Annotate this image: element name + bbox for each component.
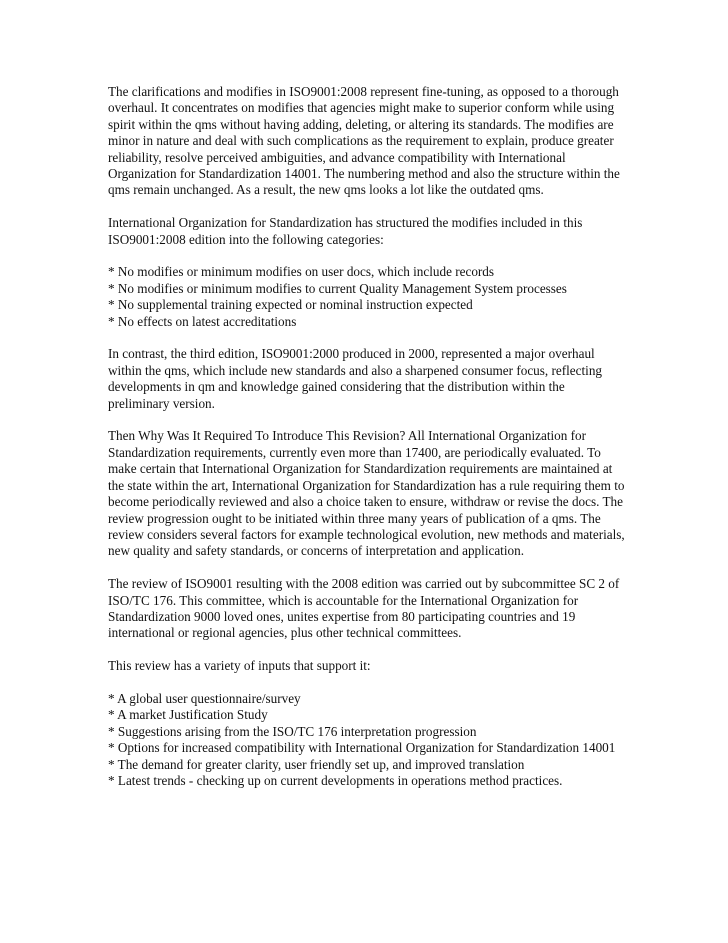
list-item: * No effects on latest accreditations [108, 313, 297, 329]
paragraph-categories: International Organization for Standardization has structured the modifies included in this ISO9001:2008 edition into the following categories: [108, 215, 583, 247]
document-page [108, 84, 628, 806]
paragraph-intro: The clarifications and modifies in ISO9001:2008 represent fine-tuning, as opposed to a thorough overhaul. It concentrates on modifies that agencies might make to superior conform while using spirit within the qms without having adding, deleting, or altering its standards. The modifies are minor in nature and deal with such complications as the requirement to explain, produce greater reliability, resolve perceived ambiguities, and advance compatibility with International Organization for Standardization 14001. The numbering method and also the structure within the qms remain unchanged. As a result, the new qms looks a lot like the outdated qms. [108, 84, 620, 198]
list-item: * No modifies or minimum modifies on user docs, which include records [108, 264, 495, 280]
paragraph-review-committee: The review of ISO9001 resulting with the 2008 edition was carried out by subcommittee SC 2 of ISO/TC 176. This committee, which is accountable for the International Organization for Standardization 9000 loved ones, unites expertise from 80 participating countries and 19 international or regional agencies, plus other technical committees. [108, 576, 620, 641]
list-item: * No supplemental training expected or nominal instruction expected [108, 297, 473, 313]
categories-list [108, 264, 628, 330]
inputs-list [108, 691, 628, 789]
paragraph-third-edition: In contrast, the third edition, ISO9001:2000 produced in 2000, represented a major overhaul within the qms, which include new standards and also a sharpened consumer focus, reflecting developments in qm and knowledge gained considering that the distribution within the preliminary version. [108, 346, 603, 411]
list-item: * Latest trends - checking up on current developments in operations method practices. [108, 772, 563, 788]
paragraph-revision-reason: Then Why Was It Required To Introduce This Revision? All International Organization for Standardization requirements, currently even more than 17400, are periodically evaluated. To make certain that International Organization for Standardization requirements are maintained at the state within the art, International Organization for Standardization has a rule requiring them to become periodically reviewed and also a choice taken to ensure, withdraw or revise the docs. The review progression ought to be initiated within three many years of publication of a qms. The review considers several factors for example technological evolution, new methods and materials, new quality and safety standards, or concerns of interpretation and application. [108, 428, 625, 559]
paragraph-inputs-intro: This review has a variety of inputs that support it: [108, 658, 371, 674]
list-item: * No modifies or minimum modifies to current Quality Management System processes [108, 280, 567, 296]
list-item: * Suggestions arising from the ISO/TC 176 interpretation progression [108, 723, 477, 739]
list-item: * A global user questionnaire/survey [108, 690, 301, 706]
list-item: * Options for increased compatibility with International Organization for Standardization 14001 [108, 740, 616, 756]
list-item: * The demand for greater clarity, user friendly set up, and improved translation [108, 756, 525, 772]
list-item: * A market Justification Study [108, 707, 268, 723]
